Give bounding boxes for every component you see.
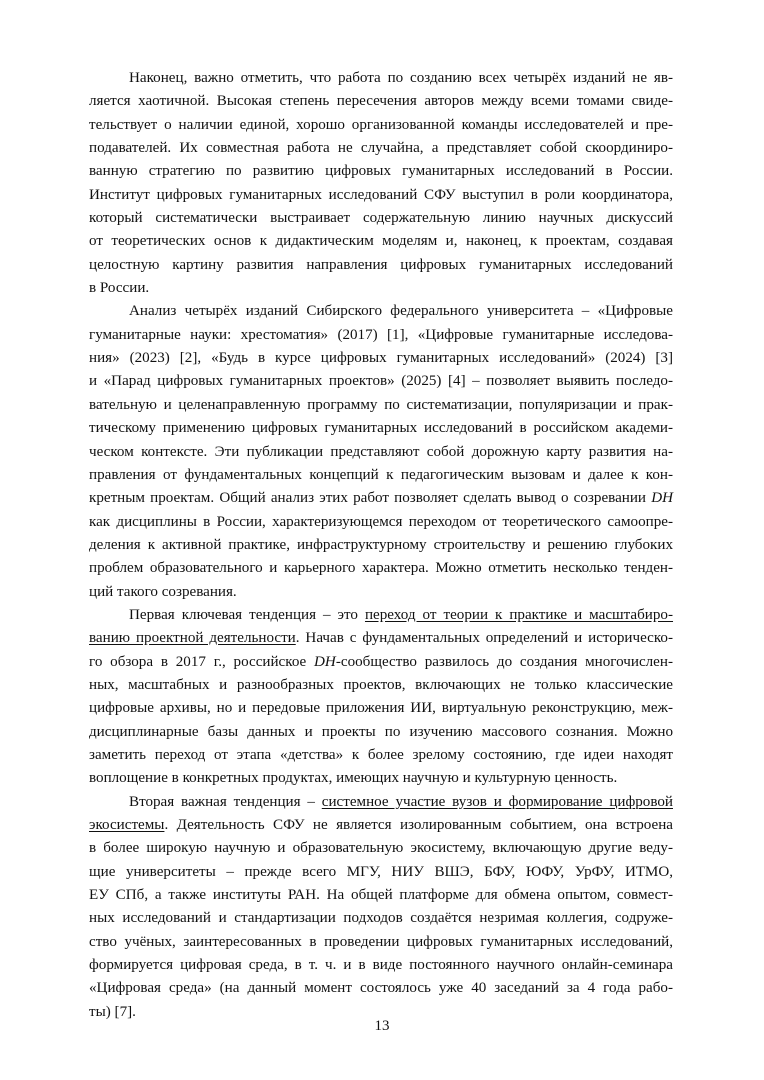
text-line: гуманитарные науки: хрестоматия» (2017) [1], «Цифровые гуманитарные исследова- [89, 326, 673, 343]
underlined-phrase: ванию проектной деятельности [89, 630, 296, 647]
paragraph-3 [89, 604, 673, 791]
italic-term: DH [651, 490, 673, 507]
underlined-phrase: переход от теории к практике и масштабиро- [364, 606, 674, 623]
text-line: дисциплинарные базы данных и проекты по изучению массового сознания. Можно [89, 723, 673, 740]
text-line: который систематически выстраивает содержательную линию научных дискуссий [89, 210, 673, 227]
text-line: ляется хаотичной. Высокая степень пересечения авторов между всеми томами свиде- [89, 93, 673, 110]
text-line: тельствует о наличии единой, хорошо организованной команды исследователей и пре- [89, 116, 673, 133]
text-line: формируется цифровая среда, в т. ч. и в виде постоянного научного онлайн-семинара [89, 957, 673, 974]
text-line: тическому применению цифровых гуманитарных исследований в российском академи- [89, 420, 673, 437]
text-line: ванную стратегию по развитию цифровых гуманитарных исследований в России. [89, 163, 673, 180]
text-line: подавателей. Их совместная работа не случайна, а представляет собой скоординиро- [89, 140, 673, 157]
text-line: цифровые архивы, но и передовые приложения ИИ, виртуальную реконструкцию, меж- [89, 700, 673, 717]
page-number: 13 [374, 1018, 390, 1034]
paragraph-4 [89, 791, 673, 1024]
text-line: в более широкую научную и образовательную экосистему, включающую другие веду- [89, 840, 673, 857]
text-line: Анализ четырёх изданий Сибирского федерального университета – «Цифровые [129, 303, 673, 320]
text-line: проблем образовательного и карьерного характера. Можно отметить несколько тенден- [89, 560, 673, 577]
underlined-phrase: системное участие вузов и формирование цифровой [321, 793, 673, 810]
text-run: кретным проектам. Общий анализ этих работ позволяет сделать вывод о созревании [89, 490, 652, 507]
text-line [89, 814, 673, 837]
underlined-phrase: экосистемы [89, 817, 165, 833]
italic-term: DH [314, 653, 336, 670]
text-run: . Начав с фундаментальных определений и историческо- [295, 630, 673, 647]
text-line: и «Парад цифровых гуманитарных проектов» (2025) [4] – позволяет выявить последо- [89, 373, 673, 390]
text-line [89, 627, 673, 650]
text-line: правления от фундаментальных концепций к педагогическим вызовам и далее к кон- [89, 466, 673, 483]
text-line: заметить переход от этапа «детства» к более зрелому состоянию, где идеи находят [89, 746, 673, 763]
text-line: деления к активной практике, инфраструктурному строительству и решению глубоких [89, 536, 673, 553]
text-line [89, 651, 673, 674]
text-run: Вторая важная тенденция – [129, 793, 322, 810]
text-run: го обзора в 2017 г., российское [89, 653, 315, 670]
text-line [89, 487, 673, 510]
text-line: ство учёных, заинтересованных в проведении цифровых гуманитарных исследований, [89, 933, 673, 950]
text-line: ты) [7]. [89, 1003, 136, 1020]
text-line: воплощение в конкретных продуктах, имеющих научную и культурную ценность. [89, 770, 618, 787]
body-text [89, 67, 673, 1024]
text-line: целостную картину развития направления цифровых гуманитарных исследований [89, 256, 673, 273]
text-line: как дисциплины в России, характеризующемся переходом от теоретического самоопре- [89, 513, 673, 530]
text-line [89, 604, 673, 627]
text-line: ния» (2023) [2], «Будь в курсе цифровых гуманитарных исследований» (2024) [3] [89, 350, 673, 367]
text-line: щие университеты – прежде всего МГУ, НИУ ВШЭ, БФУ, ЮФУ, УрФУ, ИТМО, [89, 863, 673, 880]
text-line: в России. [89, 280, 150, 297]
text-line [89, 791, 673, 814]
text-run: Первая ключевая тенденция – это [129, 606, 365, 623]
paragraph-2 [89, 300, 673, 603]
text-run: -сообщество развилось до создания многочислен- [335, 653, 673, 670]
text-line: вательную и целенаправленную программу по систематизации, популяризации и прак- [89, 396, 673, 413]
text-line: ЕУ СПб, а также институты РАН. На общей платформе для обмена опытом, совмест- [89, 887, 673, 904]
text-line: «Цифровая среда» (на данный момент состоялось уже 40 заседаний за 4 года рабо- [89, 980, 673, 997]
paragraph-1 [89, 67, 673, 300]
text-line: от теоретических основ к дидактическим моделям и, наконец, к проектам, создавая [89, 233, 673, 250]
text-line: Наконец, важно отметить, что работа по созданию всех четырёх изданий не яв- [129, 70, 673, 86]
text-run: . Деятельность СФУ не является изолированным событием, она встроена [164, 817, 673, 833]
text-line: Институт цифровых гуманитарных исследований СФУ выступил в роли координатора, [89, 186, 673, 203]
text-line: ных, масштабных и разнообразных проектов, включающих не только классические [89, 676, 673, 693]
text-line: ческом контексте. Эти публикации представляют собой дорожную карту развития на- [89, 443, 673, 460]
text-line: ций такого созревания. [89, 583, 237, 600]
text-line: ных исследований и стандартизации подходов создаётся незримая коллегия, содруже- [89, 910, 673, 927]
